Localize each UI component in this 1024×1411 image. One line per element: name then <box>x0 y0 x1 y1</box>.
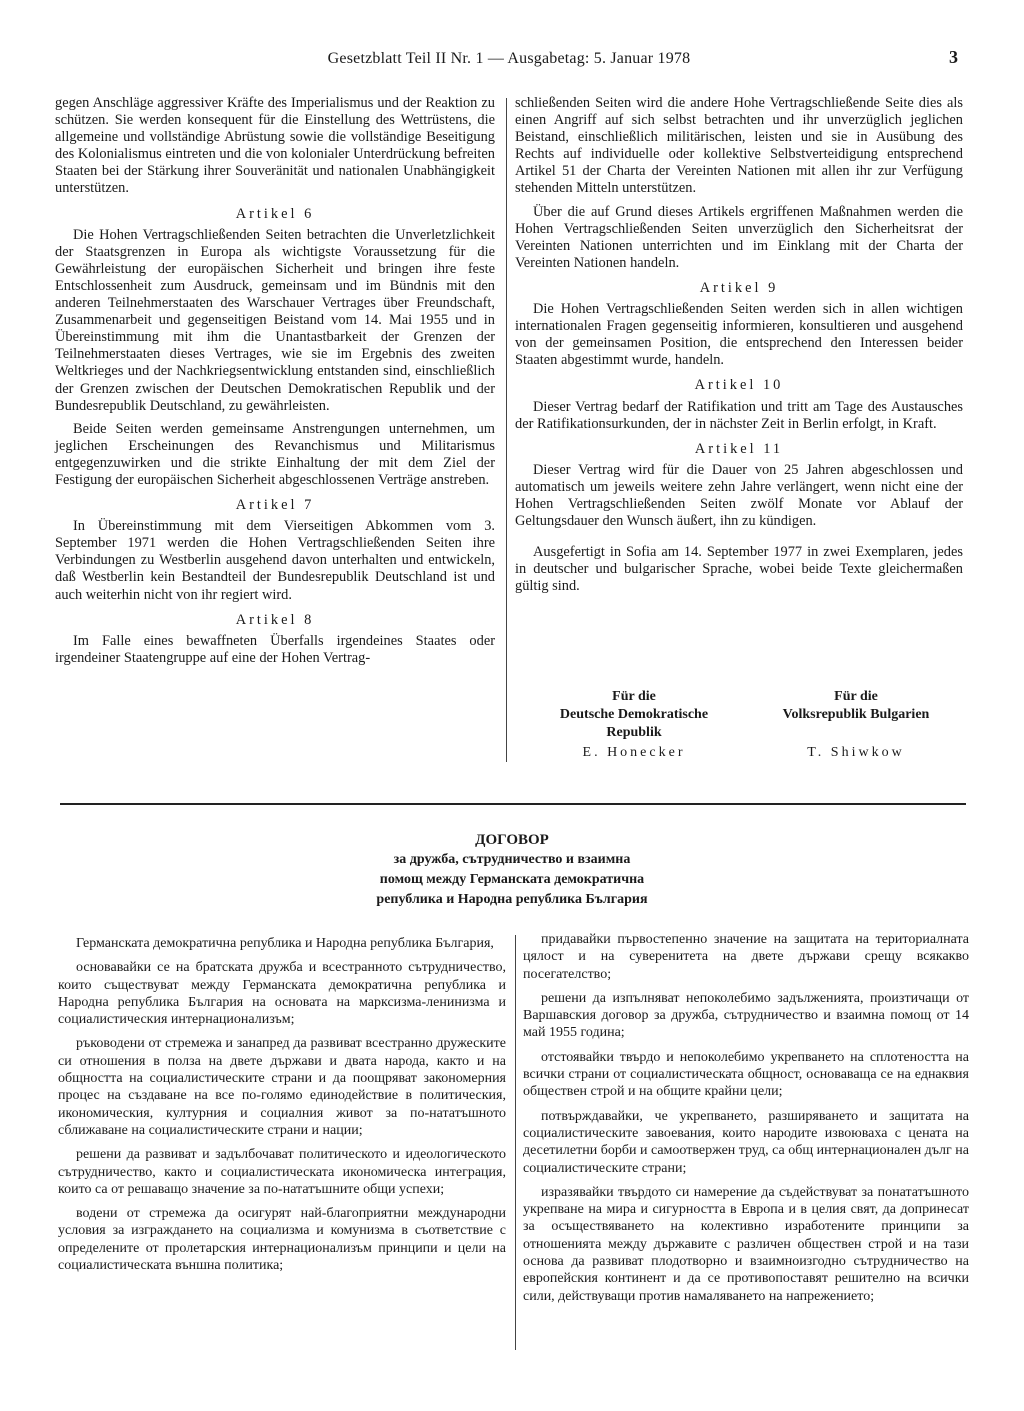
title-line: република и Народна република България <box>376 892 648 907</box>
paragraph: Beide Seiten werden gemeinsame Anstrengungen unternehmen, um jeglichen Erscheinungen des Revanchismus und Militarismus entgegenzuwirken und die strikte Einhaltung der mit dem Ziel der Festigung der europäischen Sicherheit abgeschlossenen Verträge anstreben. <box>55 420 495 488</box>
bulgarian-text-left-column <box>58 935 506 1281</box>
paragraph: schließenden Seiten wird die andere Hohe Vertragschließende Seite dies als einen Angriff auf sich selbst betrachten und ihr unverzüglich jeglichen Beistand, einschließlich militärischen, leisten und sie in Ausübung des Rechts auf individuelle oder kollektive Selbstverteidigung entsprechend Artikel 51 der Charta der Vereinten Nationen mit allen ihr zur Verfügung stehenden Mitteln unterstützen. <box>515 95 963 197</box>
title-line: за дружба, сътрудничество и взаимна <box>393 852 631 867</box>
signature-line: Für die <box>612 689 656 704</box>
article-heading-9: Artikel 9 <box>699 279 779 296</box>
paragraph: основавайки се на братската дружба и всестранното сътрудничество, които съществуват между Германската демократична република и Народна република България на основата на марксизма-ленинизма и социалистическия интернационализъм; <box>58 960 506 1028</box>
paragraph: Die Hohen Vertragschließenden Seiten betrachten die Unverletzlichkeit der Staatsgrenzen in Europa als wichtigste Voraussetzung für die Gewährleistung der europäischen Sicherheit und bringen ihre feste Entschlossenheit zum Ausdruck, gemeinsam und im Bündnis mit den anderen Teilnehmerstaaten des Warschauer Vertrages über Freundschaft, Zusammenarbeit und gegenseitigen Beistand vom 14. Mai 1955 und in Übereinstimmung mit ihm die Unantastbarkeit der Grenzen der Teilnehmerstaaten dieses Vertrages, wie sie im Ergebnis des zweiten Weltkrieges und der Nachkriegsentwicklung entstanden sind, einschließlich der Grenzen zwischen der Deutschen Demokratischen Republik und der Bundesrepublik Deutschland, zu gewährleisten. <box>55 226 495 414</box>
paragraph: Dieser Vertrag bedarf der Ratifikation und tritt am Tage des Austausches der Ratifikationsurkunden, der in nächster Zeit in Berlin erfolgt, in Kraft. <box>515 398 963 432</box>
paragraph: Die Hohen Vertragschließenden Seiten werden sich in allen wichtigen internationalen Fragen gegenseitig informieren, konsultieren und ausgehend von der gemeinsamen Position, die entsprechend den Interessen beider Staaten abgestimmt wurde, handeln. <box>515 301 963 369</box>
signature-line: Republik <box>606 725 662 740</box>
paragraph: ръководени от стремежа и занапред да развиват всестранно дружеските си отношения в полза на двете държави и двата народа, както и на общността на социалистическите страни и да поощряват закономерния процес на създаване на все по-голямо единодействие в политическия, икономическия, културния и социалния живот за по-нататъшното сближаване на социалистическите страни и нации; <box>58 1036 506 1138</box>
paragraph: Германската демократична република и Народна република България, <box>76 936 494 951</box>
signature-line: Für die <box>834 689 878 704</box>
article-heading-10: Artikel 10 <box>694 377 784 394</box>
bulgarian-treaty-title <box>250 830 774 910</box>
paragraph: Dieser Vertrag wird für die Dauer von 25 Jahren abgeschlossen und automatisch um jeweils weitere zehn Jahre verlängert, wenn nicht eine der Hohen Vertragschließenden Seiten zwölf Monate vor Ablauf der Geltungsdauer den Wunsch äußert, ihn zu kündigen. <box>515 461 963 530</box>
paragraph: gegen Anschläge aggressiver Kräfte des Imperialismus und der Reaktion zu schützen. Sie werden konsequent für die Einstellung des Wettrüstens, die allgemeine und vollständige Abrüstung sowie die vollständige Beseitigung des Kolonialismus eintreten und die von kolonialer Unterdrückung befreiten Staaten bei der Stärkung ihrer Souveränität und nationalen Unabhängigkeit unterstützen. <box>55 95 495 197</box>
paragraph: Ausgefertigt in Sofia am 14. September 1977 in zwei Exemplaren, jedes in deutscher und bulgarischer Sprache, wobei beide Texte gleichermaßen gültig sind. <box>515 544 963 595</box>
paragraph: Über die auf Grund dieses Artikels ergriffenen Maßnahmen werden die Hohen Vertragschließenden Seiten unverzüglich den Sicherheitsrat der Vereinten Nationen unterrichten und im Einklang mit der Charta der Vereinten Nationen handeln. <box>515 203 963 271</box>
bulgarian-text-right-column <box>523 931 969 1312</box>
article-heading-7: Artikel 7 <box>235 497 315 514</box>
title-line: помощ между Германската демократична <box>379 872 645 887</box>
page-number: 3 <box>949 47 958 67</box>
page-header <box>60 47 958 72</box>
paragraph: придавайки първостепенно значение на защитата на териториалната цялост и на суверенитета на двете държави срещу всякакво посегателство; <box>523 932 969 982</box>
signature-line: Volksrepublik Bulgarien <box>782 707 930 722</box>
signature-line: Deutsche Demokratische <box>559 707 709 722</box>
header-title: Gesetzblatt Teil II Nr. 1 — Ausgabetag: 5. Januar 1978 <box>327 50 691 67</box>
paragraph: In Übereinstimmung mit dem Vierseitigen Abkommen vom 3. September 1971 werden die Hohen Vertragschließenden Seiten ihre Verbindungen zu Westberlin ausgehend davon unterhalten und entwickeln, daß Westberlin kein Bestandteil der Bundesrepublik Deutschland ist und auch weiterhin nicht von ihr regiert wird. <box>55 518 495 603</box>
article-heading-11: Artikel 11 <box>694 440 784 457</box>
signatory-name: E. Honecker <box>582 745 686 760</box>
section-divider <box>60 803 966 805</box>
paragraph: водени от стремежа да осигурят най-благоприятни международни условия за изграждането на социализма и комунизма в съответствие с определените от пролетарския интернационализъм принципи и цели на социалистическата външна политика; <box>58 1206 506 1274</box>
article-heading-6: Artikel 6 <box>235 205 315 222</box>
german-text-left-column <box>55 95 495 673</box>
title-line: ДОГОВОР <box>475 832 549 848</box>
paragraph: решени да развиват и задълбочават политическото и идеологическото сътрудничество, както и социалистическата икономическа интеграция, които са от решаващо значение за по-нататъшните общи успехи; <box>58 1147 506 1197</box>
paragraph: отстоявайки твърдо и непоколебимо укрепването на сплотеността на всички страни от социалистическата общност, основаваща се на еднаквия обществен строй и на общите крайни цели; <box>523 1049 969 1100</box>
paragraph: изразявайки твърдото си намерение да съдействуват за понататъшното укрепване на мира и сигурността в Европа и в целия свят, да допринесат за осъществяването на колективно изработените принципи за отношенията между държавите с различен обществен строй и на тази основа да развиват плодотворно и взаимноизгодно сътрудничество на европейския континент и да се противопоставят решително на всички сили, действуващи против намаляването на напрежението; <box>523 1184 969 1304</box>
signature-gdr <box>523 688 745 762</box>
paragraph: Im Falle eines bewaffneten Überfalls irgendeines Staates oder irgendeiner Staatengruppe auf eine der Hohen Vertrag- <box>55 632 495 666</box>
paragraph: потвърждавайки, че укрепването, разширяването и защитата на социалистическите завоевания, които народите извоюваха с цената на десетилетни борби и самоотвержен труд, са общ интернационален дълг на социалистическите страни; <box>523 1108 969 1176</box>
signatory-name: T. Shiwkow <box>807 745 905 760</box>
german-text-right-column <box>515 95 963 601</box>
paragraph: решени да изпълняват непоколебимо задълженията, произтичащи от Варшавския договор за дружба, сътрудничество и взаимна помощ от 14 май 1955 година; <box>523 990 969 1041</box>
column-divider <box>515 935 516 1350</box>
signature-bulgaria <box>750 688 962 762</box>
column-divider <box>506 98 507 762</box>
article-heading-8: Artikel 8 <box>235 611 315 628</box>
